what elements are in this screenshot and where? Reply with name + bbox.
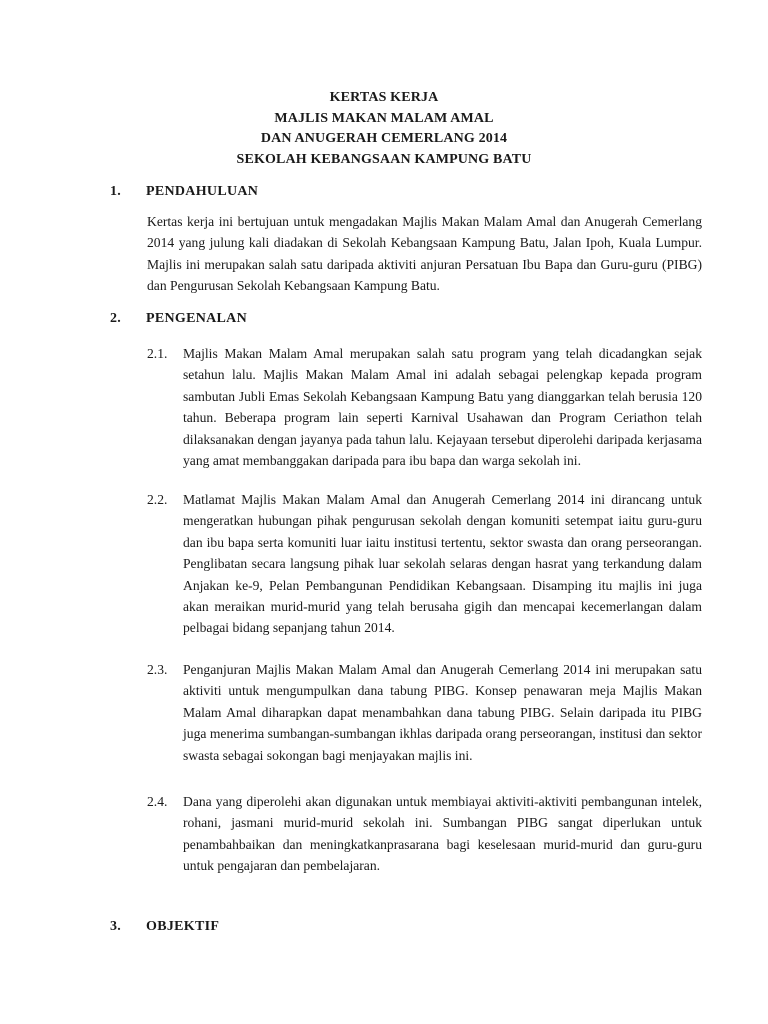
section-number: 3. <box>110 919 122 934</box>
subsection-text: Dana yang diperolehi akan digunakan untuk membiayai aktiviti-aktiviti pembangunan intelek, rohani, jasmani murid-murid sekolah ini. Sumbangan PIBG sangat diperlukan untuk penambahbaikan dan meningkatkanprasarana bagi keselesaan murid-murid dan guru-guru untuk pengajaran dan pembelajaran. <box>183 794 702 874</box>
subsection-number: 2.1. <box>147 346 168 361</box>
subsection-number: 2.4. <box>147 794 168 809</box>
title-line: KERTAS KERJA <box>329 90 439 105</box>
subsection-2-1 <box>147 343 702 471</box>
subsection-number: 2.3. <box>147 662 168 677</box>
title-line: SEKOLAH KEBANGSAAN KAMPUNG BATU <box>236 151 532 167</box>
subsection-2-3 <box>147 659 702 766</box>
subsection-number: 2.2. <box>147 492 168 507</box>
subsection-text: Matlamat Majlis Makan Malam Amal dan Anugerah Cemerlang 2014 ini dirancang untuk mengeratkan hubungan pihak pengurusan sekolah dengan komuniti setempat iaitu guru-guru dan ibu bapa serta komuniti luar iaitu institusi tertentu, sektor swasta dan orang perseorangan. Penglibatan secara langsung pihak luar sekolah selaras dengan hasrat yang terkandung dalam Anjakan ke-9, Pelan Pembangunan Pendidikan Kebangsaan. Disamping itu majlis ini juga akan meraikan murid-murid yang telah berusaha gigih dan mencapai kecemerlangan dalam pelbagai bidang sepanjang tahun 2014. <box>183 492 702 636</box>
section-number: 1. <box>110 184 122 199</box>
section-heading-pendahuluan <box>110 182 258 202</box>
title-line: DAN ANUGERAH CEMERLANG 2014 <box>260 131 508 146</box>
subsection-text: Penganjuran Majlis Makan Malam Amal dan Anugerah Cemerlang 2014 ini merupakan satu aktiviti untuk mengumpulkan dana tabung PIBG. Konsep penawaran meja Majlis Makan Malam Amal diharapkan dapat menambahkan dana tabung PIBG. Selain daripada itu PIBG juga menerima sumbangan-sumbangan ikhlas daripada orang perseorangan, institusi dan sektor swasta sebagai sokongan bagi menjayakan majlis ini. <box>183 662 702 763</box>
subsection-text: Majlis Makan Malam Amal merupakan salah satu program yang telah dicadangkan sejak setahun lalu. Majlis Makan Malam Amal ini adalah sebagai pelengkap kepada program sambutan Jubli Emas Sekolah Kebangsaan Kampung Batu yang dianggarkan telah berusia 120 tahun. Beberapa program lain seperti Karnival Usahawan dan Program Ceriathon telah dilaksanakan dengan jayanya pada tahun lalu. Kejayaan tersebut diperolehi daripada kerjasama yang amat membanggakan daripada para ibu bapa dan warga sekolah ini. <box>183 346 702 469</box>
section-number: 2. <box>110 311 122 326</box>
subsection-2-4 <box>147 791 702 877</box>
section-title: OBJEKTIF <box>146 919 220 934</box>
section-paragraph: Kertas kerja ini bertujuan untuk mengadakan Majlis Makan Malam Amal dan Anugerah Cemerlang 2014 yang julung kali diadakan di Sekolah Kebangsaan Kampung Batu, Jalan Ipoh, Kuala Lumpur. Majlis ini merupakan salah satu daripada aktiviti anjuran Persatuan Ibu Bapa dan Guru-guru (PIBG) dan Pengurusan Sekolah Kebangsaan Kampung Batu. <box>147 214 702 294</box>
document-title <box>0 88 768 170</box>
subsection-2-2 <box>147 489 702 639</box>
section-heading-objektif <box>110 917 219 937</box>
section-title: PENGENALAN <box>146 311 248 326</box>
title-line: MAJLIS MAKAN MALAM AMAL <box>274 110 494 126</box>
section-heading-pengenalan <box>110 309 247 329</box>
section-title: PENDAHULUAN <box>146 184 259 199</box>
